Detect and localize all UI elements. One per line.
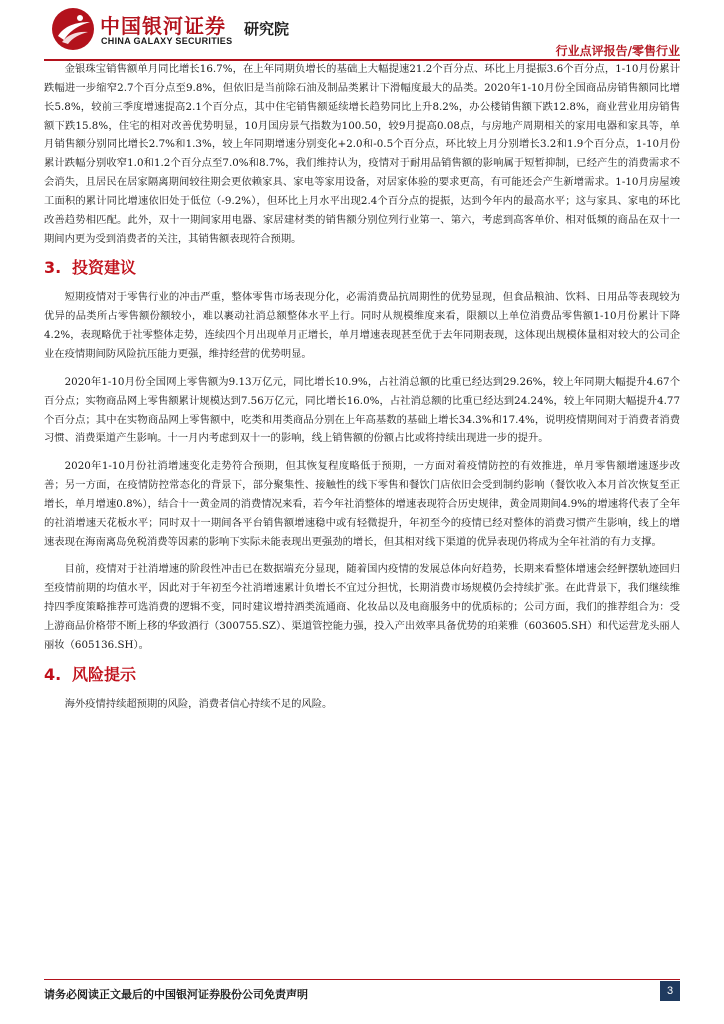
section-title: 投资建议 — [72, 258, 137, 278]
document-body — [44, 60, 680, 713]
footer-divider — [44, 979, 680, 980]
paragraph-gap — [44, 364, 680, 373]
galaxy-logo-icon — [50, 6, 96, 52]
brand-name-cn: 中国银河证券 — [100, 14, 226, 38]
paragraph-gap — [44, 551, 680, 560]
disclaimer-note: 请务必阅读正文最后的中国银河证券股份公司免责声明 — [44, 988, 308, 1001]
body-paragraph: 2020年1-10月份社消增速变化走势符合预期，但其恢复程度略低于预期，一方面对着疫情防控的有效推进，单月零售额增速逐步改善；另一方面，在疫情防控常态化的背景下，部分聚集性、接触性的线下零售和餐饮门店依旧会受到制约影响（餐饮收入本月首次恢复至正增长，单月增速0.8%），结合十一黄金周的消费情况来看，若今年社消整体的增速表现符合历史规律，黄金周期间4.9%的增速将代表了全年的社消增速天花板水平；同时双十一期间各平台销售额增速稳中或有轻微提升，年初至今的疫情已经对整体的消费习惯产生影响，线上的增速表现在海南离岛免税消费等因素的影响下实际未能表现出更强劲的增长，但其相对线下渠道的优异表现仍将成为全年社消的有力支撑。 — [44, 460, 680, 548]
section-number: 4. — [44, 664, 62, 684]
body-paragraph: 金银珠宝销售额单月同比增长16.7%，在上年同期负增长的基础上大幅提速21.2个百分点、环比上月提振3.6个百分点，1-10月份累计跌幅进一步缩窄2.7个百分点至9.8%，但依旧是当前除石油及制品类累计下滑幅度最大的品类。2020年1-10月份全国商品房销售额同比增长5.8%，较前三季度增速提高2.1个百分点，其中住宅销售额延续增长趋势同比上升8.2%，办公楼销售额下跌12.8%，商业营业用房销售额下跌15.8%，住宅的相对改善优势明显，10月国房景气指数为100.50，较9月提高0.08点，与房地产周期相关的家用电器和家具等，单月销售额分别同比增长2.7%和1.3%，较上年同期增速分别变化+2.0和-0.5个百分点，环比较上月分别增长3.2和1.9个百分点，1-10月份累计跌幅分别收窄1.0和1.2个百分点至7.0%和8.7%，我们维持认为，疫情对于耐用品销售额的影响属于短暂抑制，已经产生的消费需求不会消失，且居民在居家隔离期间较往期会更依赖家具、家电等家用设备，对居家体验的要求更高，有可能还会产生新增需求。1-10月房屋竣工面积的累计同比增速依旧处于低位（-9.2%），但环比上月水平出现2.4个百分点的提振，达到今年内的最高水平；这与家具、家电的环比改善趋势相匹配。此外，双十一期间家用电器、家居建材类的销售额分别位列行业第一、第六，考虑到高客单价、相对低频的商品在双十一期间内更为受到消费者的关注，其销售额表现符合预期。 — [44, 63, 680, 245]
page-number-badge: 3 — [660, 981, 680, 1001]
section-heading-investment — [44, 248, 680, 288]
report-type-label: 行业点评报告/零售行业 — [555, 44, 680, 58]
body-paragraph: 短期疫情对于零售行业的冲击严重，整体零售市场表现分化，必需消费品抗周期性的优势显现，但食品粮油、饮料、日用品等表现较为优异的品类所占零售额份额较小，难以裹动社消总额整体水平上行。同时从规模维度来看，限额以上单位消费品零售额1-10月份累计下降4.2%，表现略优于社零整体走势，连续四个月出现单月正增长，单月增速表现甚至优于去年同期表现，这体现出规模体量相对较大的公司企业在疫情期间防风险抗压能力更强，维持经营的优势明显。 — [44, 291, 680, 360]
section-heading-risk — [44, 655, 680, 695]
paragraph-gap — [44, 448, 680, 457]
section-number: 3. — [44, 258, 62, 278]
body-paragraph: 目前，疫情对于社消增速的阶段性冲击已在数据端充分显现，随着国内疫情的发展总体向好趋势，长期来看整体增速会经鲆摆轨迹回归至疫情前期的均值水平，因此对于年初至今社消增速累计负增长不宜过分担忧，长期消费市场规模仍会持续扩张。在此背景下，我们继续维持四季度策略推荐可选消费的逻辑不变，同时建议增持酒类流通商、化妆品以及电商服务中的优质标的；公司方面，我们的推荐组合为：受上游商品价格带不断上移的华致酒行（300755.SZ）、渠道管控能力强，投入产出效率具备优势的珀莱雅（603605.SH）和代运营龙头丽人丽妆（605136.SH）。 — [44, 563, 680, 651]
brand-suffix: 研究院 — [244, 20, 290, 38]
brand-name-en: CHINA GALAXY SECURITIES — [101, 36, 233, 46]
body-paragraph: 海外疫情持续超预期的风险，消费者信心持续不足的风险。 — [64, 697, 333, 710]
section-title: 风险提示 — [72, 664, 137, 684]
page-header — [0, 0, 724, 62]
body-paragraph: 2020年1-10月份全国网上零售额为9.13万亿元，同比增长10.9%，占社消总额的比重已经达到29.26%，较上年同期大幅提升4.67个百分点；实物商品网上零售额累计规模达到7.56万亿元，同比增长16.0%，占社消总额的比重已经达到24.24%，较上年同期大幅提升4.77个百分点；其中在实物商品网上零售额中，吃类和用类商品分别在上年高基数的基础上增长34.3%和17.4%，说明疫情期间对于消费者消费习惯、消费渠道产生影响。十一月内考虑到双十一的影响，线上销售额的份额占比或将持续出现进一步的提升。 — [44, 375, 680, 445]
